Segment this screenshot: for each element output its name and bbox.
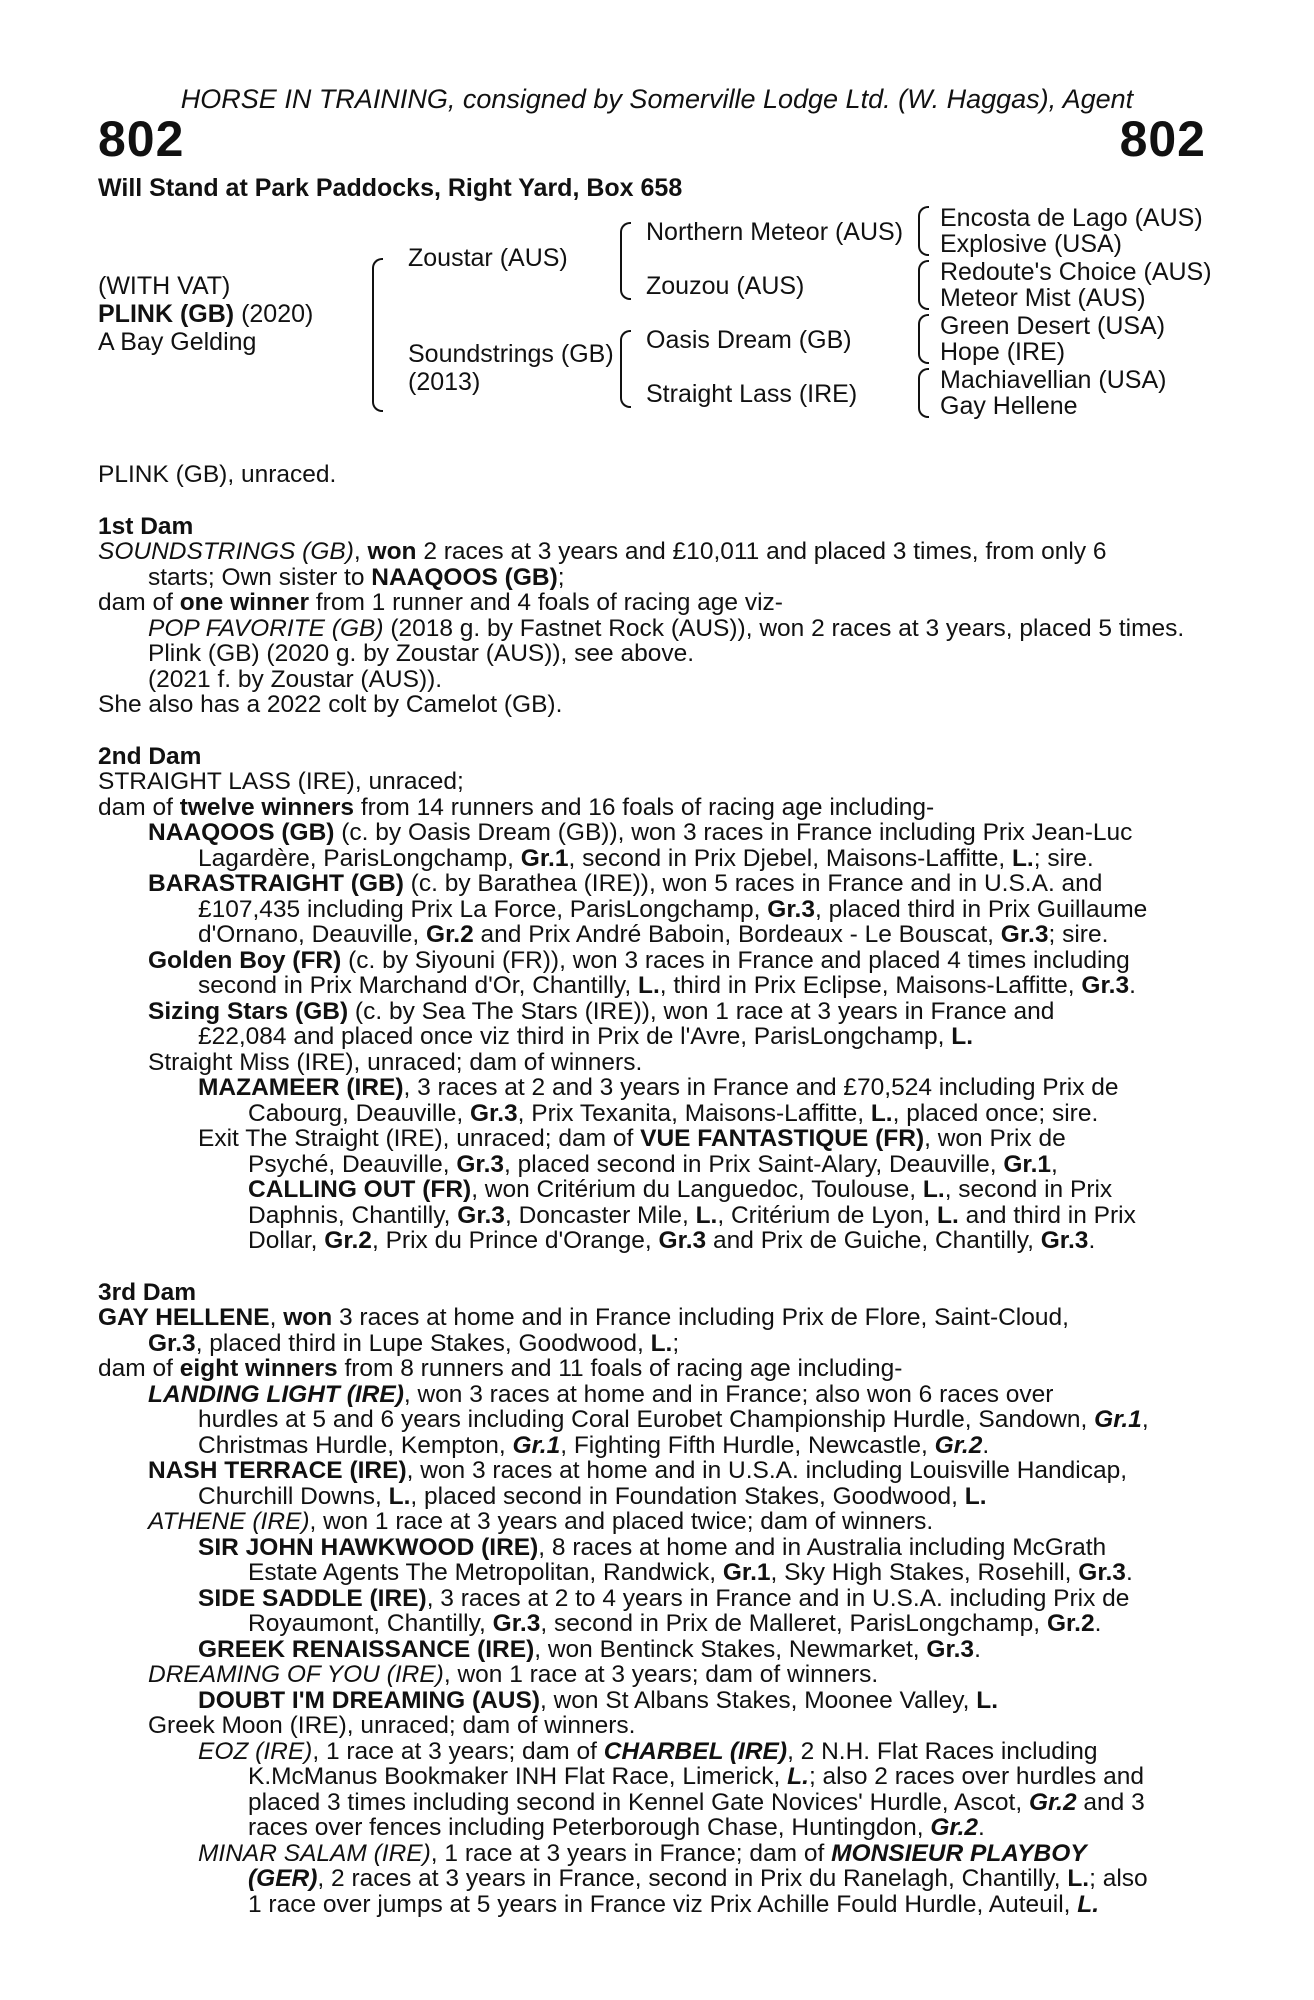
- text: K.McManus Bookmaker INH Flat Race, Limerick,: [248, 1763, 788, 1790]
- text: , won Critérium du Languedoc, Toulouse,: [471, 1176, 923, 1203]
- entry-line: [98, 1407, 1198, 1433]
- brace-sire: [620, 222, 631, 300]
- entry-barastraight: [98, 871, 1198, 948]
- entry-minar-salam: [98, 1841, 1198, 1918]
- entry-line: [98, 1739, 1198, 1765]
- grade: Gr.3: [148, 1329, 196, 1357]
- grade: Gr.2: [930, 1814, 979, 1841]
- text: , Doncaster Mile,: [504, 1201, 696, 1229]
- winners-count: one winner: [179, 589, 310, 616]
- text: , Prix du Prince d'Orange,: [371, 1227, 659, 1254]
- entry-line: [98, 1892, 1198, 1918]
- text: and third in Prix: [958, 1201, 1136, 1229]
- horse-name: MAZAMEER (IRE): [198, 1074, 404, 1101]
- grade: L.: [787, 1763, 809, 1790]
- text: Exit The Straight (IRE), unraced; dam of: [198, 1125, 641, 1152]
- text: , 1 race at 3 years; dam of: [312, 1737, 604, 1765]
- text: ; sire.: [1033, 844, 1094, 872]
- text: , 2 N.H. Flat Races including: [787, 1737, 1098, 1765]
- horse-name: ATHENE (IRE): [148, 1508, 310, 1535]
- second-dam-line-2: [98, 795, 1198, 821]
- grade: L.: [951, 1023, 974, 1050]
- text: , won 1 race at 3 years and placed twice; dam of winners.: [309, 1508, 934, 1535]
- entry-line: [98, 1764, 1198, 1790]
- stand-location: Will Stand at Park Paddocks, Right Yard, Box 658: [98, 174, 683, 202]
- won-label: won: [283, 1304, 333, 1331]
- text: dam of: [98, 793, 180, 821]
- grade: Gr.2: [426, 921, 474, 948]
- also-line: She also has a 2022 colt by Camelot (GB).: [98, 691, 563, 718]
- grade: Gr.2: [1028, 1788, 1077, 1816]
- text: ; also: [1089, 1865, 1148, 1892]
- text: , second in Prix Djebel, Maisons-Laffitte,: [568, 844, 1012, 872]
- entry-line: [98, 1203, 1198, 1229]
- entry-line: [98, 1152, 1198, 1178]
- horse-name: SIDE SADDLE (IRE): [198, 1584, 427, 1612]
- grade: L.: [937, 1201, 959, 1229]
- dam-year: (2013): [408, 368, 481, 396]
- text: , Fighting Fifth Hurdle, Newcastle,: [560, 1431, 935, 1459]
- entry-nash-terrace: [98, 1458, 1198, 1509]
- text: , second in Prix: [944, 1176, 1113, 1203]
- text: .: [974, 1635, 981, 1663]
- entry-line: [98, 897, 1198, 923]
- grade: L.: [976, 1686, 999, 1714]
- sire-sire: Northern Meteor (AUS): [646, 218, 904, 246]
- grade: Gr.3: [658, 1227, 707, 1254]
- entry-greek-moon: Greek Moon (IRE), unraced; dam of winners.: [148, 1712, 636, 1739]
- text: , placed second in Prix Saint-Alary, Deauville,: [504, 1150, 1004, 1178]
- entry-line: [98, 820, 1198, 846]
- entry-sir-john-hawkwood: [98, 1535, 1198, 1586]
- entry-line: [98, 871, 1198, 897]
- grade: Gr.1: [1003, 1150, 1052, 1178]
- text: 3 races at home and in France including Prix de Flore, Saint-Cloud,: [332, 1304, 1069, 1331]
- text: from 1 runner and 4 foals of racing age viz-: [309, 589, 783, 616]
- horse-description: A Bay Gelding: [98, 328, 257, 356]
- grade: Gr.3: [457, 1201, 505, 1229]
- third-dam-heading: 3rd Dam: [98, 1278, 197, 1306]
- text: , Sky High Stakes, Rosehill,: [770, 1559, 1079, 1586]
- text: 2 races at 3 years and £10,011 and placed 3 times, from only 6: [416, 538, 1107, 565]
- second-dam-heading: 2nd Dam: [98, 742, 202, 770]
- text: , 8 races at home and in Australia including McGrath: [538, 1533, 1107, 1561]
- text: , Critérium de Lyon,: [717, 1201, 938, 1229]
- text: d'Ornano, Deauville,: [198, 921, 427, 948]
- text: Psyché, Deauville,: [248, 1150, 457, 1178]
- grade: Gr.1: [1094, 1406, 1142, 1433]
- grade: Gr.2: [324, 1227, 372, 1254]
- grade: Gr.1: [520, 844, 569, 872]
- entry-line: [98, 1560, 1198, 1586]
- text: .: [1125, 1559, 1133, 1586]
- second-dam-line-1: STRAIGHT LASS (IRE), unraced;: [98, 768, 464, 795]
- text: .: [982, 1431, 990, 1459]
- horse-name: [98, 300, 313, 328]
- consignment-line: HORSE IN TRAINING, consigned by Somerville Lodge Ltd. (W. Haggas), Agent: [180, 84, 1134, 114]
- entry-line: [98, 999, 1198, 1025]
- entry-line: [98, 1126, 1198, 1152]
- dam-name: GAY HELLENE: [98, 1304, 270, 1331]
- text: , won St Albans Stakes, Moonee Valley,: [540, 1686, 977, 1714]
- text: ,: [269, 1304, 284, 1331]
- entry-mazameer: [98, 1075, 1198, 1126]
- third-dam-line-1: [98, 1305, 1198, 1331]
- entry-line: [98, 922, 1198, 948]
- text: ; sire.: [1048, 921, 1109, 948]
- text: 1 race over jumps at 5 years in France viz Prix Achille Fould Hurdle, Auteuil,: [248, 1890, 1078, 1918]
- winners-count: twelve winners: [179, 793, 355, 821]
- winners-count: eight winners: [179, 1355, 338, 1382]
- sds: Redoute's Choice (AUS): [940, 258, 1212, 286]
- text: ,: [353, 538, 368, 565]
- entry-side-saddle: [98, 1586, 1198, 1637]
- text: Christmas Hurdle, Kempton,: [198, 1431, 513, 1459]
- text: ;: [672, 1329, 680, 1357]
- dss: Green Desert (USA): [940, 312, 1166, 340]
- entry-line: [98, 1228, 1198, 1254]
- text: ;: [557, 563, 565, 591]
- entry-line: [98, 1024, 1198, 1050]
- dam-dam: Straight Lass (IRE): [646, 380, 858, 408]
- horse-name: MINAR SALAM (IRE): [198, 1839, 431, 1867]
- entry-line: [98, 948, 1198, 974]
- text: (2018 g. by Fastnet Rock (AUS)), won 2 races at 3 years, placed 5 times.: [383, 614, 1185, 642]
- text: ,: [1051, 1150, 1058, 1178]
- entry-line: [98, 1484, 1198, 1510]
- text: (c. by Siyouni (FR)), won 3 races in France and placed 4 times including: [341, 946, 1130, 974]
- text: (c. by Sea The Stars (IRE)), won 1 race at 3 years in France and: [348, 997, 1055, 1025]
- grade: Gr.3: [1078, 1559, 1126, 1586]
- horse-name: EOZ (IRE): [198, 1737, 313, 1765]
- entry-exit-the-straight: [98, 1126, 1198, 1254]
- grade: Gr.3: [456, 1150, 505, 1178]
- horse-name: DOUBT I'M DREAMING (AUS): [198, 1686, 540, 1714]
- entry-line: [98, 1586, 1198, 1612]
- horse-name: MONSIEUR PLAYBOY: [831, 1839, 1087, 1867]
- entry-greek-renaissance: [98, 1637, 1198, 1663]
- horse-name-suffix: (GER): [248, 1865, 318, 1892]
- text: , won Prix de: [924, 1125, 1066, 1152]
- intro-line: PLINK (GB), unraced.: [98, 461, 337, 488]
- text: , placed once; sire.: [892, 1099, 1099, 1127]
- text: and Prix de Guiche, Chantilly,: [706, 1227, 1041, 1254]
- horse-name: LANDING LIGHT (IRE): [148, 1380, 404, 1408]
- catalogue-body: [98, 462, 1198, 1917]
- horse-name: SIR JOHN HAWKWOOD (IRE): [198, 1533, 539, 1561]
- grade: L.: [922, 1176, 945, 1203]
- offspring-2: Plink (GB) (2020 g. by Zoustar (AUS)), see above.: [148, 640, 695, 667]
- text: Daphnis, Chantilly,: [248, 1201, 458, 1229]
- entry-line: [98, 1101, 1198, 1127]
- text: and Prix André Baboin, Bordeaux - Le Bouscat,: [473, 921, 1001, 948]
- brace-dd: [918, 368, 929, 418]
- text: from 8 runners and 11 foals of racing age including-: [337, 1355, 903, 1382]
- entry-sizing-stars: [98, 999, 1198, 1050]
- grade: Gr.3: [926, 1635, 975, 1663]
- entry-line: [98, 1075, 1198, 1101]
- entry-landing-light: [98, 1382, 1198, 1459]
- first-dam-line-3: [98, 590, 1198, 616]
- grade: L.: [1077, 1890, 1100, 1918]
- horse-name: GREEK RENAISSANCE (IRE): [198, 1635, 535, 1663]
- lot-number-right: 802: [1119, 111, 1206, 167]
- third-dam-line-2: [98, 1331, 1198, 1357]
- dsd: Hope (IRE): [940, 338, 1066, 366]
- text: , won 1 race at 3 years; dam of winners.: [443, 1661, 879, 1688]
- text: dam of: [98, 1355, 180, 1382]
- text: , won Bentinck Stakes, Newmarket,: [534, 1635, 927, 1663]
- horse-name: CHARBEL (IRE): [603, 1737, 788, 1765]
- sibling-name: NAAQOOS (GB): [371, 563, 558, 591]
- grade: Gr.1: [512, 1431, 561, 1459]
- brace-dam: [620, 330, 631, 408]
- entry-line: [98, 1790, 1198, 1816]
- entry-golden-boy: [98, 948, 1198, 999]
- grade: Gr.3: [1081, 972, 1130, 999]
- entry-straight-miss: Straight Miss (IRE), unraced; dam of winners.: [148, 1048, 643, 1076]
- entry-line: [98, 973, 1198, 999]
- grade: L.: [695, 1201, 718, 1229]
- vat-note: (WITH VAT): [98, 272, 231, 300]
- text: Estate Agents The Metropolitan, Randwick,: [248, 1559, 723, 1586]
- grade: Gr.3: [767, 895, 815, 923]
- entry-line: [98, 1535, 1198, 1561]
- text: Lagardère, ParisLongchamp,: [198, 844, 521, 872]
- grade: L.: [650, 1329, 673, 1357]
- sdd: Meteor Mist (AUS): [940, 284, 1146, 312]
- text: dam of: [98, 589, 180, 616]
- offspring-1: [98, 616, 1198, 642]
- text: Cabourg, Deauville,: [248, 1099, 470, 1127]
- grade: Gr.1: [722, 1559, 771, 1586]
- grade: L.: [1067, 1865, 1090, 1892]
- ddd: Gay Hellene: [940, 392, 1078, 420]
- grade: Gr.3: [492, 1610, 541, 1637]
- entry-line: [98, 846, 1198, 872]
- brace-ss: [918, 206, 929, 256]
- text: (c. by Barathea (IRE)), won 5 races in France and in U.S.A. and: [403, 870, 1103, 897]
- text: , won 3 races at home and in U.S.A. including Louisville Handicap,: [406, 1457, 1128, 1484]
- text: , 3 races at 2 to 4 years in France and in U.S.A. including Prix de: [426, 1584, 1130, 1612]
- entry-line: [98, 1433, 1198, 1459]
- grade: L.: [964, 1482, 987, 1510]
- text: starts; Own sister to: [148, 563, 372, 591]
- dam-sire: Oasis Dream (GB): [646, 326, 852, 354]
- grade: Gr.3: [1040, 1227, 1089, 1254]
- text: and 3: [1076, 1788, 1145, 1816]
- text: races over fences including Peterborough Chase, Huntingdon,: [248, 1814, 931, 1841]
- ssd: Explosive (USA): [940, 230, 1122, 258]
- first-dam-line-2: [98, 565, 1198, 591]
- brace-parents: [372, 258, 383, 412]
- entry-line: [98, 1382, 1198, 1408]
- grade: L.: [388, 1482, 411, 1510]
- grade: Gr.3: [469, 1099, 518, 1127]
- entry-line: [98, 1177, 1198, 1203]
- entry-athene: [98, 1509, 1198, 1535]
- horse-name-text: PLINK (GB): [98, 300, 235, 328]
- text: .: [1129, 972, 1136, 999]
- third-dam-line-3: [98, 1356, 1198, 1382]
- dam-name: SOUNDSTRINGS (GB): [98, 538, 354, 565]
- text: ,: [1141, 1406, 1149, 1433]
- text: , placed third in Lupe Stakes, Goodwood,: [195, 1329, 651, 1357]
- horse-name: Sizing Stars (GB): [148, 997, 349, 1025]
- text: hurdles at 5 and 6 years including Coral Eurobet Championship Hurdle, Sandown,: [198, 1406, 1095, 1433]
- horse-name: Golden Boy (FR): [148, 946, 342, 974]
- entry-line: [98, 1815, 1198, 1841]
- offspring-name: POP FAVORITE (GB): [148, 614, 384, 642]
- sire-dam: Zouzou (AUS): [646, 272, 805, 300]
- entry-line: [98, 1458, 1198, 1484]
- entry-dreaming-of-you: [98, 1662, 1198, 1688]
- grade: L.: [870, 1099, 893, 1127]
- text: Churchill Downs,: [198, 1482, 389, 1510]
- grade: L.: [637, 972, 660, 999]
- text: .: [1094, 1610, 1102, 1637]
- horse-name: CALLING OUT (FR): [248, 1176, 472, 1203]
- won-label: won: [367, 538, 417, 565]
- grade: Gr.3: [1000, 921, 1049, 948]
- horse-name: NAAQOOS (GB): [148, 819, 335, 846]
- text: , third in Prix Eclipse, Maisons-Laffitte,: [659, 972, 1082, 999]
- entry-naaqoos: [98, 820, 1198, 871]
- entry-line: [98, 1841, 1198, 1867]
- horse-name: VUE FANTASTIQUE (FR): [640, 1125, 925, 1152]
- entry-doubt-im-dreaming: [98, 1688, 1198, 1714]
- text: , 1 race at 3 years in France; dam of: [430, 1839, 832, 1867]
- text: , 3 races at 2 and 3 years in France and £70,524 including Prix de: [403, 1074, 1119, 1101]
- text: £22,084 and placed once viz third in Prix de l'Avre, ParisLongchamp,: [198, 1023, 952, 1050]
- grade: Gr.2: [1046, 1610, 1095, 1637]
- grade: L.: [1011, 844, 1034, 872]
- text: , placed third in Prix Guillaume: [814, 895, 1148, 923]
- text: , 2 races at 3 years in France, second in Prix du Ranelagh, Chantilly,: [317, 1865, 1068, 1892]
- lot-number-left: 802: [98, 111, 185, 167]
- text: ; also 2 races over hurdles and: [808, 1763, 1144, 1790]
- text: (c. by Oasis Dream (GB)), won 3 races in France including Prix Jean-Luc: [334, 819, 1133, 846]
- sss: Encosta de Lago (AUS): [940, 204, 1203, 232]
- brace-sd: [918, 260, 929, 310]
- text: second in Prix Marchand d'Or, Chantilly,: [198, 972, 638, 999]
- text: , placed second in Foundation Stakes, Goodwood,: [410, 1482, 965, 1510]
- horse-name: DREAMING OF YOU (IRE): [148, 1661, 444, 1688]
- text: , won 3 races at home and in France; also won 6 races over: [403, 1380, 1054, 1408]
- offspring-3: (2021 f. by Zoustar (AUS)).: [148, 665, 443, 693]
- text: Dollar,: [248, 1227, 325, 1254]
- entry-eoz: [98, 1739, 1198, 1841]
- dam: Soundstrings (GB): [408, 340, 614, 368]
- brace-ds: [918, 314, 929, 364]
- first-dam-line-1: [98, 539, 1198, 565]
- entry-line: [98, 1866, 1198, 1892]
- sire: Zoustar (AUS): [408, 244, 568, 272]
- first-dam-heading: 1st Dam: [98, 512, 194, 540]
- text: .: [1088, 1227, 1096, 1254]
- text: Royaumont, Chantilly,: [248, 1610, 493, 1637]
- grade: Gr.2: [934, 1431, 983, 1459]
- text: .: [978, 1814, 985, 1841]
- dds: Machiavellian (USA): [940, 366, 1167, 394]
- horse-name: NASH TERRACE (IRE): [148, 1457, 407, 1484]
- entry-line: [98, 1611, 1198, 1637]
- horse-year: (2020): [241, 300, 314, 328]
- text: , second in Prix de Malleret, ParisLongchamp,: [540, 1610, 1047, 1637]
- text: £107,435 including Prix La Force, ParisLongchamp,: [198, 895, 768, 923]
- horse-name: BARASTRAIGHT (GB): [148, 870, 404, 897]
- text: , Prix Texanita, Maisons-Laffitte,: [517, 1099, 871, 1127]
- text: from 14 runners and 16 foals of racing age including-: [354, 793, 935, 821]
- text: placed 3 times including second in Kennel Gate Novices' Hurdle, Ascot,: [248, 1788, 1029, 1816]
